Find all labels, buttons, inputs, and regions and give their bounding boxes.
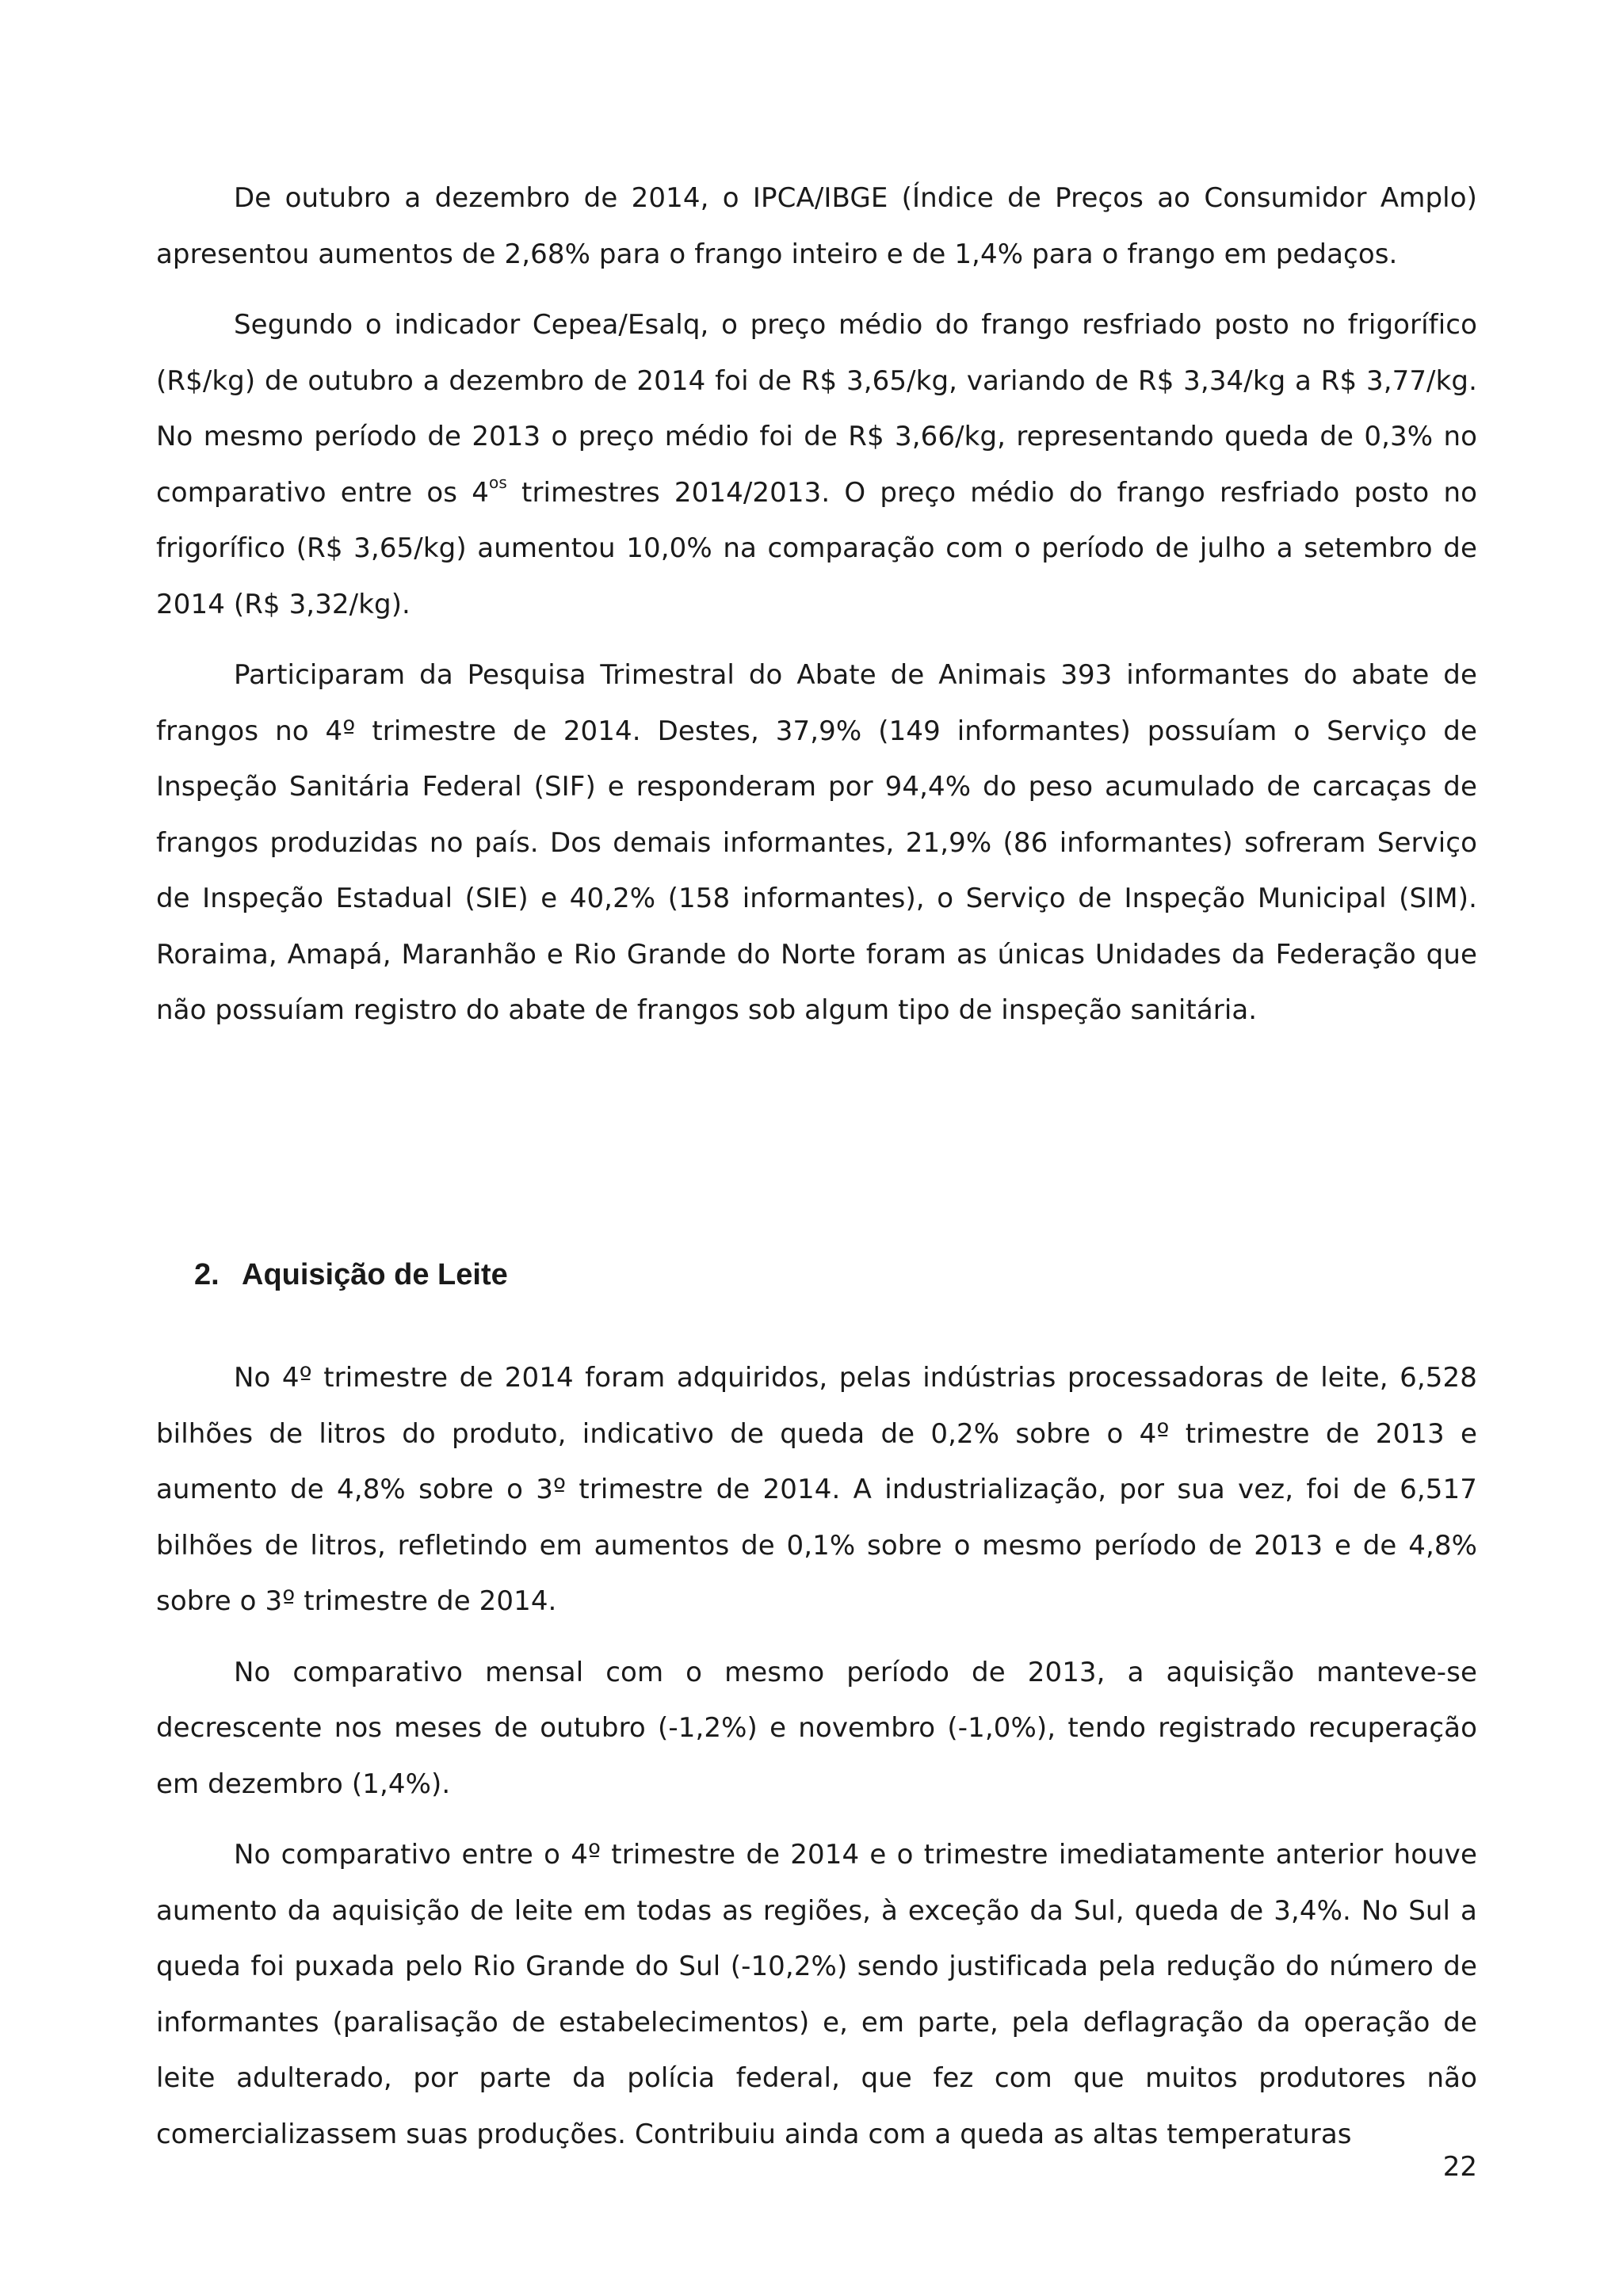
paragraph-cepea-text-b: trimestres 2014/2013. O preço médio do frango resfriado posto no frigorífico (R$ 3,65/kg) aumentou 10,0% na comparação com o período de julho a setembro de 2014 (R$ 3,32/kg). <box>156 476 1478 620</box>
section-2-body <box>156 1350 1477 2162</box>
section-title: Aquisição de Leite <box>242 1258 508 1291</box>
paragraph-ipca: De outubro a dezembro de 2014, o IPCA/IBGE (Índice de Preços ao Consumidor Amplo) apresentou aumentos de 2,68% para o frango inteiro e de 1,4% para o frango em pedaços. <box>156 182 1477 270</box>
page-number: 22 <box>1442 2151 1477 2183</box>
paragraph-cepea-text-a: Segundo o indicador Cepea/Esalq, o preço médio do frango resfriado posto no frigorífico (R$/kg) de outubro a dezembro de 2014 foi de R$ 3,65/kg, variando de R$ 3,34/kg a R$ 3,77/kg. No mesmo período de 2013 o preço médio foi de R$ 3,66/kg, representando queda de 0,3% no comparativo entre os 4 <box>156 309 1477 509</box>
paragraph-leite-regioes: No comparativo entre o 4º trimestre de 2014 e o trimestre imediatamente anterior houve aumento da aquisição de leite em todas as regiões, à exceção da Sul, queda de 3,4%. No Sul a queda foi puxada pelo Rio Grande do Sul (-10,2%) sendo justificada pela redução do número de informantes (paralisação de estabelecimentos) e, em parte, pela deflagração da operação de leite adulterado, por parte da polícia federal, que fez com que muitos produtores não comercializassem suas produções. Contribuiu ainda com a queda as altas temperaturas <box>156 1839 1477 2150</box>
paragraph-abate-survey: Participaram da Pesquisa Trimestral do Abate de Animais 393 informantes do abate de frangos no 4º trimestre de 2014. Destes, 37,9% (149 informantes) possuíam o Serviço de Inspeção Sanitária Federal (SIF) e responderam por 94,4% do peso acumulado de carcaças de frangos produzidas no país. Dos demais informantes, 21,9% (86 informantes) sofreram Serviço de Inspeção Estadual (SIE) e 40,2% (158 informantes), o Serviço de Inspeção Municipal (SIM). Roraima, Amapá, Maranhão e Rio Grande do Norte foram as únicas Unidades da Federação que não possuíam registro do abate de frangos sob algum tipo de inspeção sanitária. <box>156 659 1477 1026</box>
paragraph-cepea-price <box>156 297 1477 632</box>
section-number: 2. <box>194 1258 220 1291</box>
section-heading <box>194 1255 508 1295</box>
section-1-body <box>156 170 1477 1039</box>
ordinal-superscript: os <box>489 473 507 493</box>
paragraph-leite-mensal: No comparativo mensal com o mesmo período de 2013, a aquisição manteve-se decrescente nos meses de outubro (-1,2%) e novembro (-1,0%), tendo registrado recuperação em dezembro (1,4%). <box>156 1656 1477 1800</box>
paragraph-leite-aquisicao: No 4º trimestre de 2014 foram adquiridos, pelas indústrias processadoras de leite, 6,528 bilhões de litros do produto, indicativo de queda de 0,2% sobre o 4º trimestre de 2013 e aumento de 4,8% sobre o 3º trimestre de 2014. A industrialização, por sua vez, foi de 6,517 bilhões de litros, refletindo em aumentos de 0,1% sobre o mesmo período de 2013 e de 4,8% sobre o 3º trimestre de 2014. <box>156 1362 1477 1617</box>
